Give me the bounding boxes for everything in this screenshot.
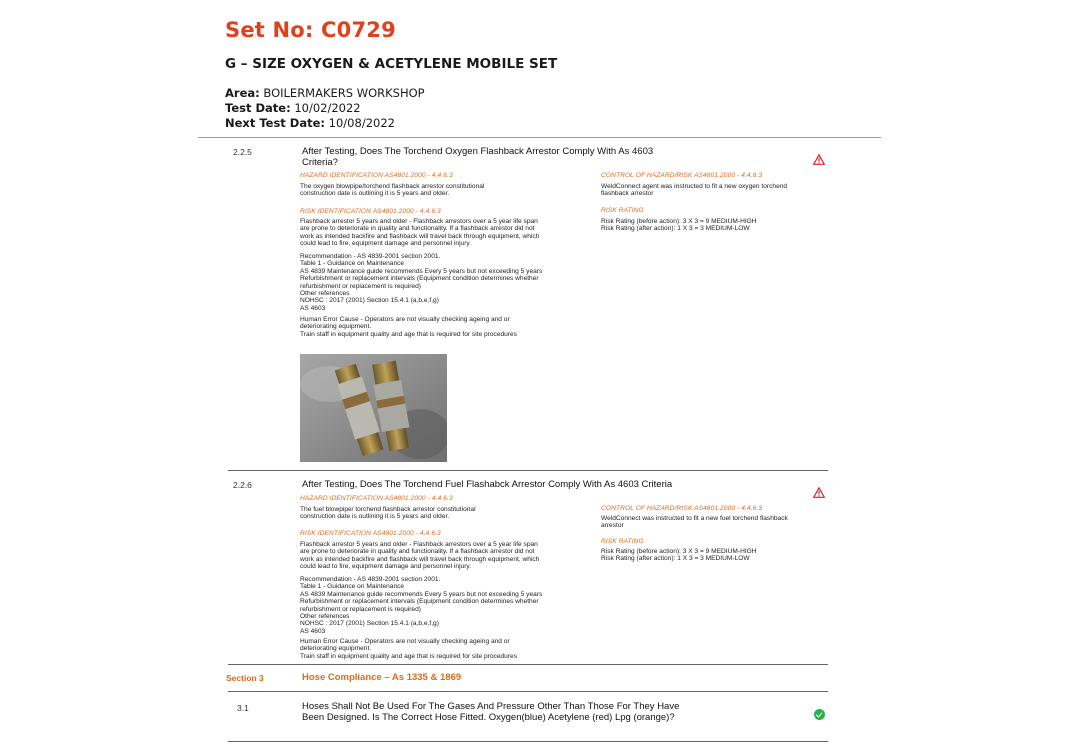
risk-identification-text: Flashback arrestor 5 years and older - Flashback arrestors over a 5 year life span are prone to deteriorate in quality and functionality. If a flashback arrestor did not work as intended backfire and flashback will travel back through equipment, which could lead to fire, equipment damage and personnel injury. bbox=[300, 541, 540, 571]
test-date-label: Test Date: bbox=[225, 101, 291, 115]
risk-rating-label: RISK RATING bbox=[601, 207, 644, 214]
next-test-date-label: Next Test Date: bbox=[225, 116, 326, 130]
item-divider bbox=[228, 470, 828, 471]
flashback-arrestor-photo bbox=[300, 354, 447, 462]
control-of-hazard-label: CONTROL OF HAZARD/RISK AS4801.2000 - 4.4.6.3 bbox=[601, 505, 763, 512]
warning-icon bbox=[813, 154, 825, 165]
item-question: After Testing, Does The Torchend Oxygen Flashback Arrestor Comply With As 4603 Criteria? bbox=[302, 146, 654, 168]
check-circle-icon bbox=[814, 709, 825, 720]
test-date-line bbox=[225, 101, 361, 115]
control-of-hazard-text: WeldConnect agent was instructed to fit a new oxygen torchend flashback arrestor bbox=[601, 183, 788, 198]
item-question: Hoses Shall Not Be Used For The Gases And Pressure Other Than Those For They Have Been Designed. Is The Correct Hose Fitted. Oxygen(blue) Acetylene (red) Lpg (orange)? bbox=[302, 701, 680, 723]
item-number: 3.1 bbox=[237, 703, 249, 713]
human-error-text: Human Error Cause - Operators are not visually checking ageing and or deteriorating equipment. Train staff in equipment quality and age that is required for site procedures bbox=[300, 316, 517, 338]
section-number-label: Section 3 bbox=[226, 673, 264, 683]
next-test-date-value: 10/08/2022 bbox=[328, 116, 395, 130]
risk-identification-label: RISK IDENTIFICATION AS4801.2000 - 4.4.6.3 bbox=[300, 530, 441, 537]
item-number: 2.2.6 bbox=[233, 480, 252, 490]
section-divider bbox=[228, 691, 828, 692]
hazard-identification-label: HAZARD IDENTIFICATION AS4801.2000 - 4.4.6.3 bbox=[300, 495, 453, 502]
test-date-value: 10/02/2022 bbox=[294, 101, 361, 115]
recommendation-text: Recommendation - AS 4839-2001 section 2001. Table 1 - Guidance on Maintenance AS 4839 Maintenance guide recommends Every 5 years but not exceeding 5 years Refurbishment or replacement intervals (Equipment condition determines whether refurbishment or replacement is required) Other references NOHSC : 2017 (2001) Section 15.4.1 (a,b,e,f,g) AS 4603 bbox=[300, 253, 543, 312]
area-label: Area: bbox=[225, 86, 260, 100]
set-number-title: Set No: C0729 bbox=[225, 18, 396, 42]
hazard-identification-text: The oxygen blowpipe/torchend flashback arrestor constitutional construction date is outlining it is 5 years and older. bbox=[300, 183, 485, 198]
hazard-identification-text: The fuel blowpipe/ torchend flashback arrestor constitutional construction date is outlining it is 5 years and older. bbox=[300, 506, 476, 521]
hazard-identification-label: HAZARD IDENTIFICATION AS4801.2000 - 4.4.6.3 bbox=[300, 172, 453, 179]
risk-rating-text: Risk Rating (before action): 3 X 3 = 9 MEDIUM-HIGH Risk Rating (after action): 1 X 3 = 3 MEDIUM-LOW bbox=[601, 218, 757, 233]
risk-rating-label: RISK RATING bbox=[601, 538, 644, 545]
item-divider bbox=[228, 664, 828, 665]
section-title: Hose Compliance – As 1335 & 1869 bbox=[302, 672, 462, 683]
control-of-hazard-text: WeldConnect was instructed to fit a new fuel torchend flashback arrestor bbox=[601, 515, 788, 530]
control-of-hazard-label: CONTROL OF HAZARD/RISK AS4801.2000 - 4.4.6.3 bbox=[601, 172, 763, 179]
human-error-text: Human Error Cause - Operators are not visually checking ageing and or deteriorating equipment. Train staff in equipment quality and age that is required for site procedures bbox=[300, 638, 517, 660]
area-line bbox=[225, 86, 425, 100]
risk-identification-text: Flashback arrestor 5 years and older - Flashback arrestors over a 5 year life span are prone to deteriorate in quality and functionality. If a flashback arrestor did not work as intended backfire and flashback will travel back through equipment, which could lead to fire, equipment damage and personnel injury. bbox=[300, 218, 540, 248]
area-value: BOILERMAKERS WORKSHOP bbox=[263, 86, 425, 100]
item-question: After Testing, Does The Torchend Fuel Flashabck Arrestor Comply With As 4603 Criteria bbox=[302, 479, 673, 490]
item-number: 2.2.5 bbox=[233, 147, 252, 157]
risk-rating-text: Risk Rating (before action): 3 X 3 = 9 MEDIUM-HIGH Risk Rating (after action): 1 X 3 = 3 MEDIUM-LOW bbox=[601, 548, 757, 563]
warning-icon bbox=[813, 487, 825, 498]
risk-identification-label: RISK IDENTIFICATION AS4801.2000 - 4.4.6.3 bbox=[300, 208, 441, 215]
item-divider bbox=[228, 741, 828, 742]
header-divider bbox=[198, 137, 881, 138]
recommendation-text: Recommendation - AS 4839-2001 section 2001. Table 1 - Guidance on Maintenance AS 4839 Maintenance guide recommends Every 5 years but not exceeding 5 years Refurbishment or replacement intervals (Equipment condition determines whether refurbishment or replacement is required) Other references NOHSC : 2017 (2001) Section 15.4.1 (a,b,e,f,g) AS 4603 bbox=[300, 576, 543, 635]
next-test-date-line bbox=[225, 116, 395, 130]
set-description: G – SIZE OXYGEN & ACETYLENE MOBILE SET bbox=[225, 56, 558, 72]
